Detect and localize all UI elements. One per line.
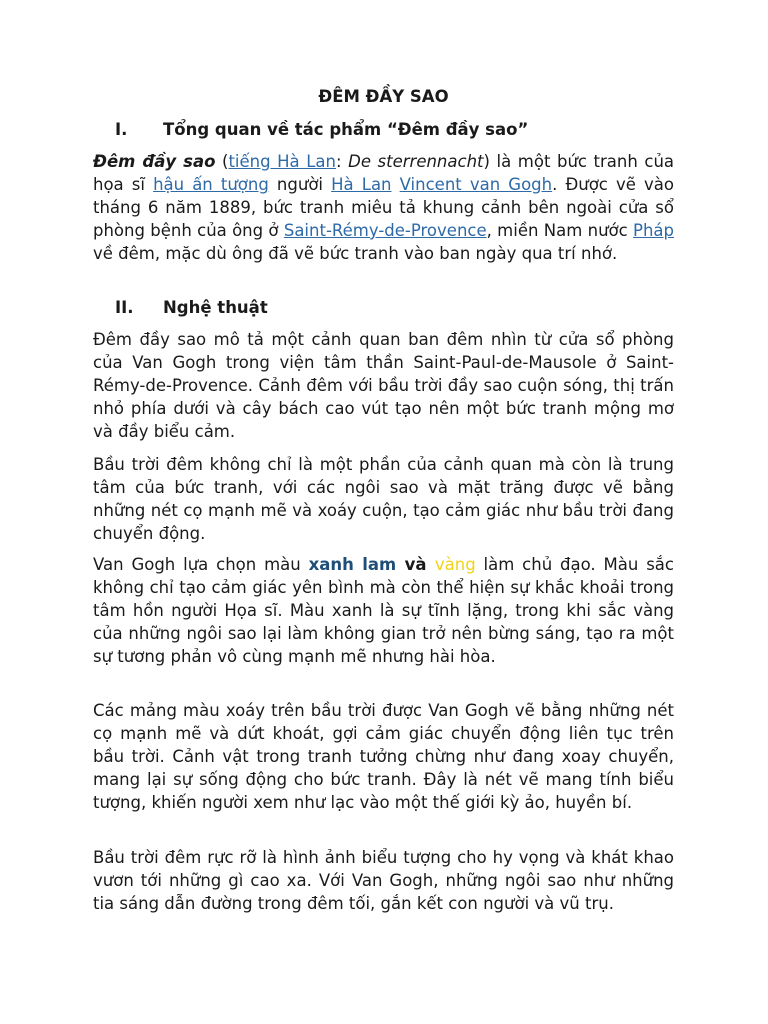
and-word: và bbox=[396, 555, 435, 574]
body-paragraph-4 bbox=[93, 699, 674, 814]
section-number: II. bbox=[115, 298, 134, 317]
text-run: . Được vẽ vào tháng 6 năm 1889, bức tranh miêu tả khung cảnh bên ngoài cửa sổ phòng bệnh của ông ở bbox=[93, 175, 674, 240]
section-label: Tổng quan về tác phẩm “Đêm đầy sao” bbox=[163, 120, 529, 139]
document-title: ĐÊM ĐẦY SAO bbox=[318, 87, 449, 106]
text-run: , miền Nam nước bbox=[486, 221, 634, 240]
text-run: ) là một bức tranh của họa sĩ bbox=[93, 152, 675, 194]
link-post-impressionism[interactable]: hậu ấn tượng bbox=[153, 175, 269, 194]
paragraph-text: Bầu trời đêm không chỉ là một phần của cảnh quan mà còn là trung tâm của bức tranh, với các ngôi sao và mặt trăng được vẽ bằng những nét cọ mạnh mẽ và xoáy cuộn, tạo cảm giác như bầu trời đang chuyển động. bbox=[93, 455, 674, 543]
text-run bbox=[392, 175, 400, 194]
link-vincent-van-gogh[interactable]: Vincent van Gogh bbox=[399, 175, 553, 194]
link-saint-remy[interactable]: Saint-Rémy-de-Provence bbox=[283, 221, 487, 240]
highlight-yellow-word: vàng bbox=[434, 555, 476, 574]
artwork-title: Đêm đầy sao bbox=[93, 152, 216, 171]
body-paragraph-1 bbox=[93, 328, 674, 443]
intro-paragraph bbox=[93, 150, 674, 265]
link-netherlands[interactable]: Hà Lan bbox=[331, 175, 392, 194]
paragraph-text: Bầu trời đêm rực rỡ là hình ảnh biểu tượng cho hy vọng và khát khao vươn tới những gì cao xa. Với Van Gogh, những ngôi sao như những tia sáng dẫn đường trong đêm tối, gắn kết con người và vũ trụ. bbox=[93, 848, 674, 913]
dutch-title: De sterrennacht bbox=[348, 152, 484, 171]
link-dutch-language[interactable]: tiếng Hà Lan bbox=[228, 152, 336, 171]
text-run: Van Gogh lựa chọn màu bbox=[93, 555, 309, 574]
text-run: ( bbox=[215, 152, 229, 171]
text-run: về đêm, mặc dù ông đã vẽ bức tranh vào ban ngày qua trí nhớ. bbox=[93, 244, 618, 263]
body-paragraph-3 bbox=[93, 553, 674, 668]
paragraph-text: Đêm đầy sao mô tả một cảnh quan ban đêm nhìn từ cửa sổ phòng của Van Gogh trong viện tâm thần Saint-Paul-de-Mausole ở Saint-Rémy-de-Provence. Cảnh đêm với bầu trời đầy sao cuộn sóng, thị trấn nhỏ phía dưới và cây bách cao vút tạo nên một bức tranh mộng mơ và đầy biểu cảm. bbox=[93, 330, 674, 441]
highlight-blue-word: xanh lam bbox=[308, 555, 397, 574]
section-number: I. bbox=[115, 120, 128, 139]
paragraph-text: Các mảng màu xoáy trên bầu trời được Van Gogh vẽ bằng những nét cọ mạnh mẽ và dứt khoát, gợi cảm giác chuyển động liên tục trên bầu trời. Cảnh vật trong tranh tưởng chừng như đang xoay chuyển, mang lại sự sống động cho bức tranh. Đây là nét vẽ mang tính biểu tượng, khiến người xem như lạc vào một thế giới kỳ ảo, huyền bí. bbox=[93, 701, 674, 812]
body-paragraph-5 bbox=[93, 846, 674, 915]
text-run: người bbox=[268, 175, 332, 194]
body-paragraph-2 bbox=[93, 453, 674, 545]
section-heading-overview bbox=[115, 119, 528, 141]
text-run: : bbox=[336, 152, 349, 171]
section-label: Nghệ thuật bbox=[163, 298, 268, 317]
text-run: làm chủ đạo. Màu sắc không chỉ tạo cảm giác yên bình mà còn thể hiện sự khắc khoải trong tâm hồn người Họa sĩ. Màu xanh là sự tĩnh lặng, trong khi sắc vàng của những ngôi sao lại làm không gian trở nên bừng sáng, tạo ra một sự tương phản vô cùng mạnh mẽ nhưng hài hòa. bbox=[93, 555, 674, 666]
section-heading-art bbox=[115, 297, 268, 319]
link-france[interactable]: Pháp bbox=[633, 221, 675, 240]
